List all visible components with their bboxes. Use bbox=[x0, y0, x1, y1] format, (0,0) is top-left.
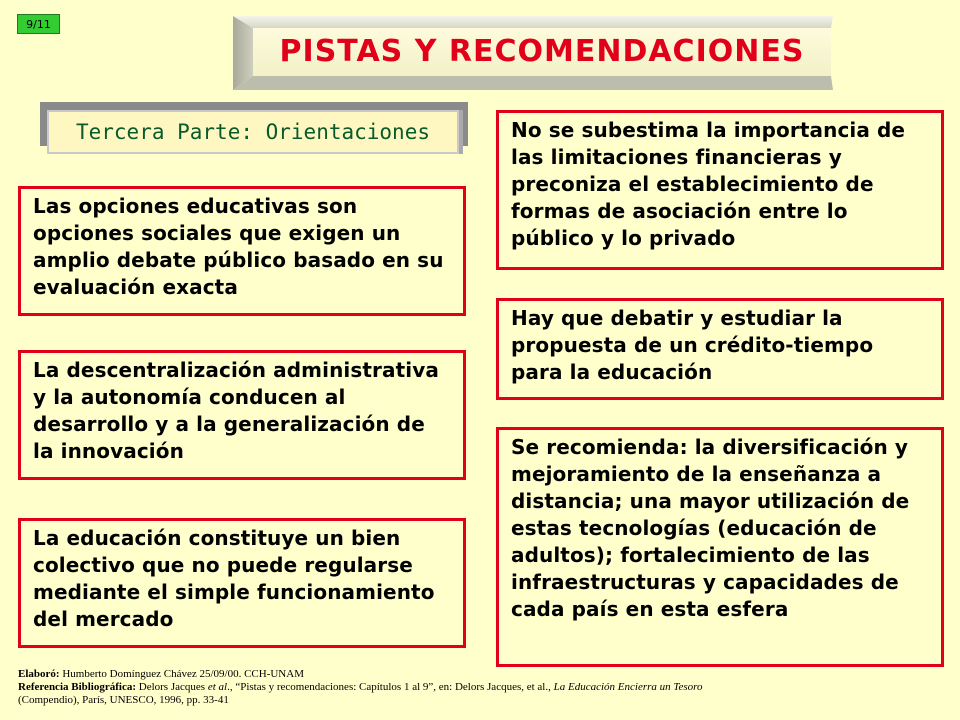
footer-elaboro-value: Humberto Domínguez Chávez 25/09/00. CCH-UNAM bbox=[59, 668, 304, 680]
slide-title: PISTAS Y RECOMENDACIONES bbox=[279, 34, 805, 69]
left-box-descentralizacion: La descentralización administrativa y la autonomía conducen al desarrollo y a la generalización de la innovación bbox=[18, 350, 466, 480]
footer-referencia-etal: et al bbox=[207, 681, 228, 693]
footer-elaboro-line bbox=[18, 668, 938, 681]
section-label: Tercera Parte: Orientaciones bbox=[47, 110, 463, 154]
footer-referencia-middle: ., “Pistas y recomendaciones: Capítulos 1 al 9”, en: Delors Jacques, et al., bbox=[227, 681, 554, 693]
footer-referencia-label: Referencia Bibliográfica: bbox=[18, 681, 137, 693]
right-box-credito-tiempo: Hay que debatir y estudiar la propuesta de un crédito-tiempo para la educación bbox=[496, 298, 944, 400]
page-number-badge: 9/11 bbox=[17, 14, 60, 34]
footer-referencia-end: (Compendio), París, UNESCO, 1996, pp. 33-41 bbox=[18, 694, 229, 706]
footer-referencia-author: Delors Jacques bbox=[136, 681, 208, 693]
footer-referencia-book: La Educación Encierra un Tesoro bbox=[553, 681, 703, 693]
footer-referencia-line bbox=[18, 681, 938, 694]
left-box-opciones-educativas: Las opciones educativas son opciones sociales que exigen un amplio debate público basado en su evaluación exacta bbox=[18, 186, 466, 316]
right-box-recomendaciones: Se recomienda: la diversificación y mejoramiento de la enseñanza a distancia; una mayor utilización de estas tecnologías (educación de adultos); fortalecimiento de las infraestructuras y capacidades de cada país en esta esfera bbox=[496, 427, 944, 667]
footer-elaboro-label: Elaboró: bbox=[18, 668, 60, 680]
right-box-limitaciones-financieras: No se subestima la importancia de las limitaciones financieras y preconiza el establecimiento de formas de asociación entre lo público y lo privado bbox=[496, 110, 944, 270]
left-box-bien-colectivo: La educación constituye un bien colectivo que no puede regularse mediante el simple funcionamiento del mercado bbox=[18, 518, 466, 648]
footer-credits bbox=[18, 668, 938, 707]
title-banner bbox=[233, 16, 833, 90]
